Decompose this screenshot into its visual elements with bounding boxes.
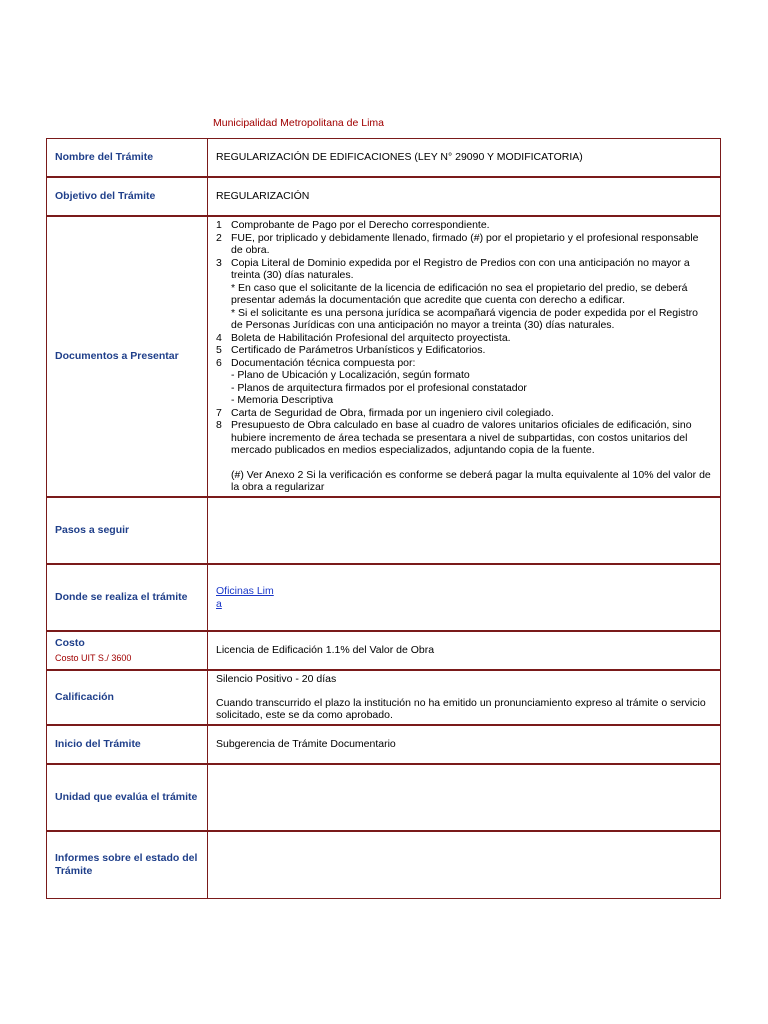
- label-objetivo: Objetivo del Trámite: [46, 177, 207, 216]
- row-documentos: [46, 216, 721, 497]
- value-donde: [207, 564, 721, 631]
- row-calificacion: [46, 670, 721, 725]
- label-unidad: Unidad que evalúa el trámite: [46, 764, 207, 831]
- row-donde: [46, 564, 721, 631]
- label-documentos: Documentos a Presentar: [46, 216, 207, 497]
- value-inicio: Subgerencia de Trámite Documentario: [207, 725, 721, 764]
- value-informes: [207, 831, 721, 899]
- sub-item: - Memoria Descriptiva: [231, 394, 334, 407]
- note-persona-juridica: * Si el solicitante es una persona jurídica se acompañará vigencia de poder expedida por el Registro de Personas Jurídicas con una anticipación no mayor a treinta (30) días naturales.: [231, 306, 698, 332]
- row-objetivo: [46, 177, 721, 216]
- procedure-table: [46, 138, 721, 899]
- row-informes: [46, 831, 721, 899]
- costo-label: Costo: [55, 637, 85, 649]
- calificacion-description: Cuando transcurrido el plazo la institución no ha emitido un pronunciamiento expreso al trámite o servicio solicitado, este se da como aprobado.: [216, 696, 706, 721]
- list-item: 7 Carta de Seguridad de Obra, firmada por un ingeniero civil colegiado.: [216, 406, 554, 419]
- value-documentos: [207, 216, 721, 497]
- list-item: 1 Comprobante de Pago por el Derecho correspondiente.: [216, 219, 490, 232]
- label-informes: Informes sobre el estado del Trámite: [46, 831, 207, 899]
- value-pasos: [207, 497, 721, 564]
- list-item: 3 Copia Literal de Dominio expedida por el Registro de Predios con con una anticipación no mayor a treinta (30) días naturales.: [216, 256, 690, 282]
- costo-sublabel: Costo UIT S./ 3600: [55, 652, 132, 663]
- value-objetivo: REGULARIZACIÓN: [207, 177, 721, 216]
- label-donde: Donde se realiza el trámite: [46, 564, 207, 631]
- label-pasos: Pasos a seguir: [46, 497, 207, 564]
- sub-item: - Planos de arquitectura firmados por el profesional constatador: [231, 381, 527, 394]
- list-item: 6 Documentación técnica compuesta por:: [216, 356, 416, 369]
- row-costo: [46, 631, 721, 670]
- header-title: Municipalidad Metropolitana de Lima: [213, 117, 385, 129]
- label-costo: [46, 631, 207, 670]
- row-inicio: [46, 725, 721, 764]
- label-inicio: Inicio del Trámite: [46, 725, 207, 764]
- list-item: 8 Presupuesto de Obra calculado en base al cuadro de valores unitarios oficiales de edificación, sino hubiere incremento de área techada se presentara a nivel de subpartidas, con costos unitarios del mercado publicados en medios especializados, adjuntando copia de la fuente.: [216, 419, 692, 457]
- oficinas-lima-link[interactable]: Oficinas Lim a: [216, 585, 274, 610]
- footnote: (#) Ver Anexo 2 Si la verificación es conforme se deberá pagar la multa equivalente al 10% del valor de la obra a regularizar: [231, 468, 711, 494]
- note-propietario: * En caso que el solicitante de la licencia de edificación no sea el propietario del predio, se deberá presentar además la documentación que acredite que cuenta con derecho a edificar.: [231, 281, 688, 307]
- row-nombre: [46, 138, 721, 177]
- value-nombre: REGULARIZACIÓN DE EDIFICACIONES (LEY N° 29090 Y MODIFICATORIA): [207, 138, 721, 177]
- documents-list: [216, 219, 712, 282]
- value-calificacion: [207, 670, 721, 725]
- row-unidad: [46, 764, 721, 831]
- label-nombre: Nombre del Trámite: [46, 138, 207, 177]
- sub-item: - Plano de Ubicación y Localización, según formato: [231, 369, 470, 382]
- value-costo: Licencia de Edificación 1.1% del Valor de Obra: [207, 631, 721, 670]
- list-item: 5 Certificado de Parámetros Urbanísticos y Edificatorios.: [216, 344, 486, 357]
- documents-list-2: [216, 332, 712, 370]
- label-calificacion: Calificación: [46, 670, 207, 725]
- value-unidad: [207, 764, 721, 831]
- list-item: 4 Boleta de Habilitación Profesional del arquitecto proyectista.: [216, 331, 511, 344]
- documents-list-3: [216, 407, 712, 457]
- row-pasos: [46, 497, 721, 564]
- list-item: 2 FUE, por triplicado y debidamente llenado, firmado (#) por el propietario y el profesional responsable de obra.: [216, 231, 699, 257]
- silencio-positivo: Silencio Positivo - 20 días: [216, 673, 337, 685]
